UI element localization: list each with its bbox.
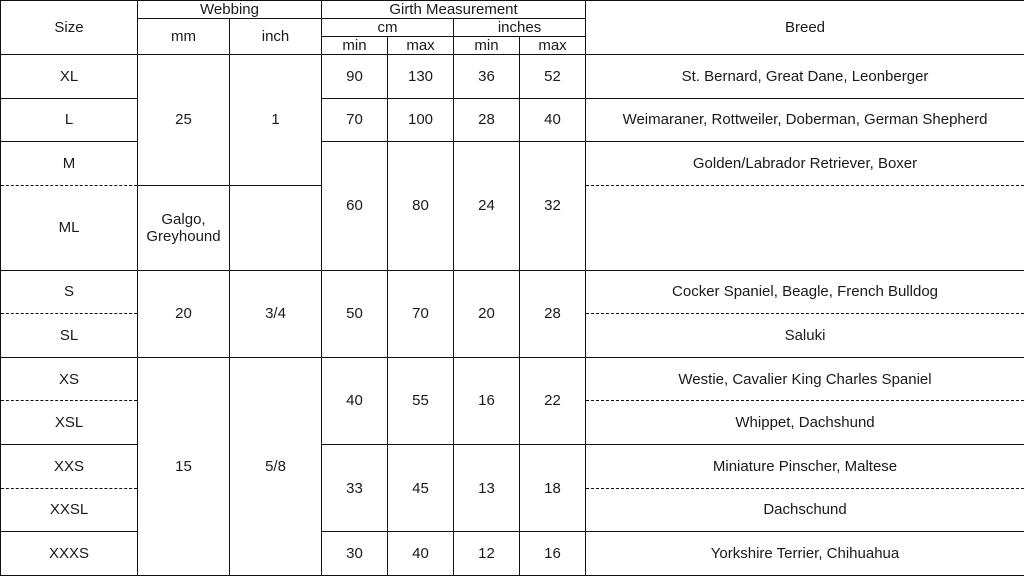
breed-cell: Whippet, Dachshund	[586, 401, 1024, 445]
header-cm-max: max	[388, 37, 454, 55]
header-webbing: Webbing	[138, 1, 322, 19]
in-max-cell: 22	[520, 357, 586, 444]
webbing-mm-cell: 20	[138, 270, 230, 357]
table-row	[1, 357, 1024, 401]
table-row	[1, 55, 1024, 99]
breed-cell: St. Bernard, Great Dane, Leonberger	[586, 55, 1024, 99]
in-max-cell: 32	[520, 142, 586, 270]
header-breed: Breed	[586, 1, 1024, 55]
cm-max-cell: 70	[388, 270, 454, 357]
in-min-cell: 20	[454, 270, 520, 357]
header-in-max: max	[520, 37, 586, 55]
breed-cell: Golden/Labrador Retriever, Boxer	[586, 142, 1024, 186]
size-cell: ML	[1, 185, 138, 270]
size-cell: M	[1, 142, 138, 186]
webbing-mm-cell: 25	[138, 55, 230, 186]
cm-min-cell: 60	[322, 142, 388, 270]
header-girth-inches: inches	[454, 19, 586, 37]
header-webbing-inch: inch	[230, 19, 322, 55]
size-cell: S	[1, 270, 138, 314]
header-girth-cm: cm	[322, 19, 454, 37]
cm-max-cell: 40	[388, 532, 454, 576]
in-min-cell: 12	[454, 532, 520, 576]
breed-cell: Weimaraner, Rottweiler, Doberman, German Shepherd	[586, 98, 1024, 142]
size-cell: XSL	[1, 401, 138, 445]
in-max-cell: 52	[520, 55, 586, 99]
webbing-inch-cell: 1	[230, 55, 322, 186]
cm-min-cell: 40	[322, 357, 388, 444]
webbing-inch-cell: 3/4	[230, 270, 322, 357]
cm-min-cell: 70	[322, 98, 388, 142]
in-max-cell: 18	[520, 445, 586, 532]
breed-cell: Dachschund	[586, 488, 1024, 532]
size-cell: XXSL	[1, 488, 138, 532]
header-row-1	[1, 1, 1024, 19]
in-min-cell: 13	[454, 445, 520, 532]
webbing-inch-cell: 5/8	[230, 357, 322, 575]
breed-cell: Saluki	[586, 314, 1024, 358]
breed-cell: Yorkshire Terrier, Chihuahua	[586, 532, 1024, 576]
cm-max-cell: 80	[388, 142, 454, 270]
size-cell: SL	[1, 314, 138, 358]
in-min-cell: 36	[454, 55, 520, 99]
header-girth: Girth Measurement	[322, 1, 586, 19]
cm-max-cell: 100	[388, 98, 454, 142]
header-webbing-mm: mm	[138, 19, 230, 55]
header-in-min: min	[454, 37, 520, 55]
in-max-cell: 40	[520, 98, 586, 142]
breed-cell: Westie, Cavalier King Charles Spaniel	[586, 357, 1024, 401]
breed-cell: Galgo, Greyhound	[138, 185, 230, 270]
cm-min-cell: 30	[322, 532, 388, 576]
in-max-cell: 16	[520, 532, 586, 576]
table-row	[1, 270, 1024, 314]
header-cm-min: min	[322, 37, 388, 55]
webbing-mm-cell: 15	[138, 357, 230, 575]
cm-min-cell: 50	[322, 270, 388, 357]
in-max-cell: 28	[520, 270, 586, 357]
in-min-cell: 24	[454, 142, 520, 270]
breed-cell: Miniature Pinscher, Maltese	[586, 445, 1024, 489]
cm-min-cell: 90	[322, 55, 388, 99]
cm-max-cell: 130	[388, 55, 454, 99]
table-body	[1, 55, 1024, 576]
size-cell: XS	[1, 357, 138, 401]
size-cell: XXS	[1, 445, 138, 489]
size-cell: L	[1, 98, 138, 142]
in-min-cell: 28	[454, 98, 520, 142]
cm-max-cell: 55	[388, 357, 454, 444]
cm-min-cell: 33	[322, 445, 388, 532]
breed-cell: Cocker Spaniel, Beagle, French Bulldog	[586, 270, 1024, 314]
cm-max-cell: 45	[388, 445, 454, 532]
header-size: Size	[1, 1, 138, 55]
size-cell: XXXS	[1, 532, 138, 576]
in-min-cell: 16	[454, 357, 520, 444]
table-header	[1, 1, 1024, 55]
size-cell: XL	[1, 55, 138, 99]
